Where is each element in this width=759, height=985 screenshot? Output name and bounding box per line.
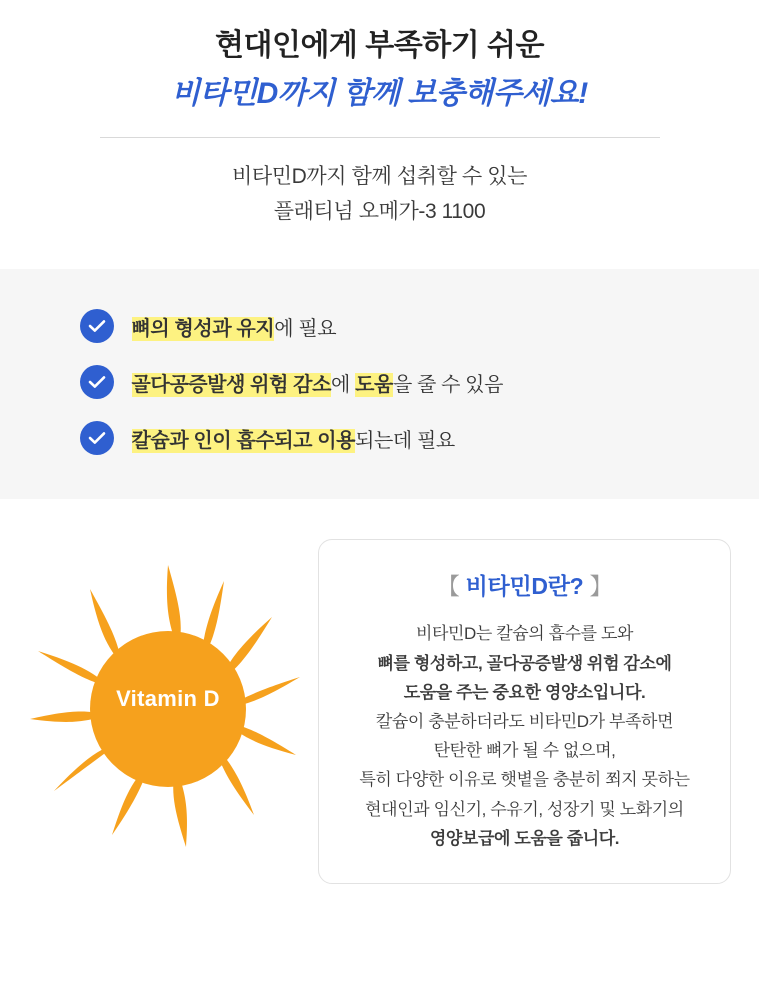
benefit-mid: 에 [331,373,356,396]
info-line: 현대인과 임신기, 수유기, 성장기 및 노화기의 [365,799,684,819]
benefit-highlight: 골다공증발생 위험 감소 [131,373,332,396]
headline-line-1: 현대인에게 부족하기 쉬운 [215,29,544,62]
benefit-text [132,312,337,341]
benefit-text [132,424,455,453]
info-line: 특히 다양한 이유로 햇볕을 충분히 쬐지 못하는 [359,770,690,790]
benefit-highlight-2: 도움 [355,373,393,396]
sun-icon [28,559,308,859]
sun-illustration [28,539,308,879]
header-divider [100,137,660,138]
info-card [318,539,731,884]
info-line: 뼈를 형성하고, 골다공증발생 위험 감소에 [377,653,672,673]
info-line: 탄탄한 뼈가 될 수 없으며, [433,741,616,761]
subheadline-line-2: 플래티넘 오메가-3 1100 [273,199,486,223]
vitamin-d-section [0,499,759,884]
info-title-text: 비타민D란? [465,573,584,600]
benefit-text [132,368,504,397]
bracket-left: 【 [436,573,460,600]
check-icon [80,365,114,399]
benefit-highlight: 칼슘과 인이 흡수되고 이용 [131,429,356,452]
info-card-body [341,619,708,853]
subheadline-line-1: 비타민D까지 함께 섭취할 수 있는 [231,165,528,188]
bracket-right: 】 [589,573,613,600]
page-header [0,0,759,229]
check-icon [80,309,114,343]
headline-line-2: 비타민D까지 함께 보충해주세요! [171,76,588,110]
sun-label: Vitamin D [116,686,220,712]
benefits-band [0,269,759,499]
list-item [80,365,680,399]
list-item [80,309,680,343]
benefit-rest: 을 줄 수 있음 [392,373,504,396]
subheadline [0,160,759,229]
benefit-rest: 에 필요 [274,317,337,340]
info-line: 영양보급에 도움을 줍니다. [429,828,620,848]
list-item [80,421,680,455]
benefit-highlight: 뼈의 형성과 유지 [131,317,275,340]
info-line: 도움을 주는 중요한 영양소입니다. [403,682,646,702]
benefit-rest: 되는데 필요 [355,429,455,452]
info-line: 칼슘이 충분하더라도 비타민D가 부족하면 [375,711,674,731]
check-icon [80,421,114,455]
info-line: 비타민D는 칼슘의 흡수를 도와 [415,624,634,644]
info-card-title [341,568,708,601]
benefits-list [80,309,680,455]
